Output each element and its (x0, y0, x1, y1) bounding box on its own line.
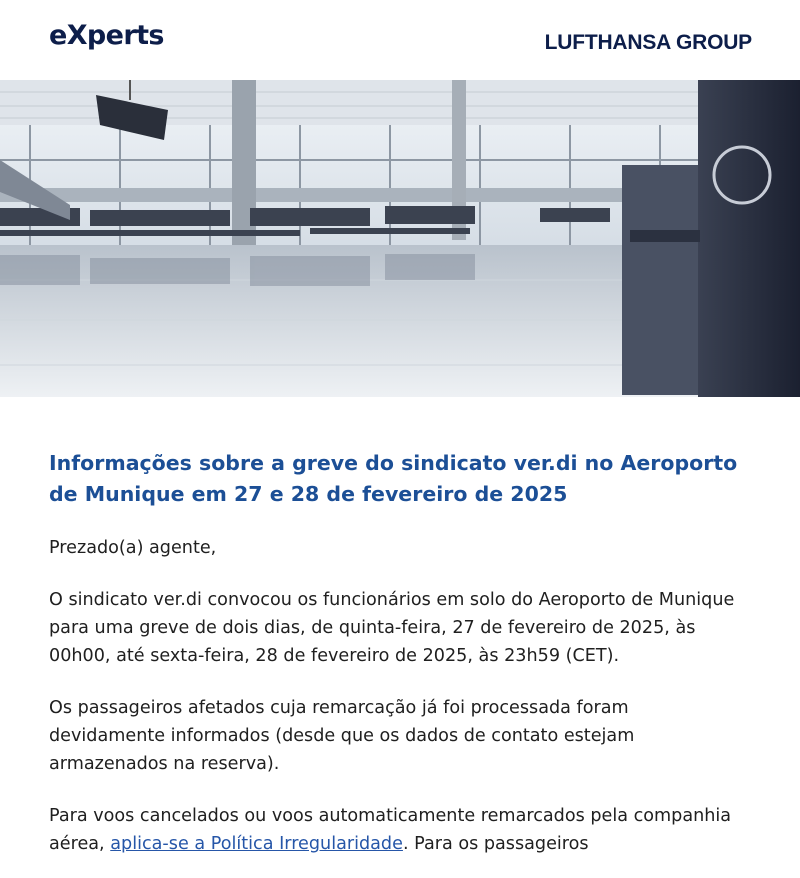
airport-gate-photo-icon (0, 80, 800, 397)
irregularity-policy-link[interactable]: aplica-se a Política Irregularidade (110, 834, 403, 854)
email-header (0, 0, 800, 80)
paragraph-text-after-link: . Para os passageiros (402, 834, 589, 854)
paragraph-affected-passengers: Os passageiros afetados cuja remarcação já foi processada foram devidamente informados (desde que os dados de contato estejam armazenados na reserva). (49, 698, 635, 774)
paragraph-irregularity-policy (49, 802, 749, 858)
hero-image (0, 80, 800, 397)
article-body (49, 448, 749, 858)
paragraph-strike-dates: O sindicato ver.di convocou os funcionários em solo do Aeroporto de Munique para uma greve de dois dias, de quinta-feira, 27 de fevereiro de 2025, às 00h00, até sexta-feira, 28 de fevereiro de 2025, às 23h59 (CET). (49, 590, 735, 666)
article-title: Informações sobre a greve do sindicato ver.di no Aeroporto de Munique em 27 e 28 de fevereiro de 2025 (49, 451, 738, 506)
lufthansa-group-logo[interactable]: LUFTHANSA GROUP (544, 31, 752, 54)
paragraph-text-before-link: Para voos cancelados ou voos automaticamente remarcados pela companhia aérea, (49, 806, 732, 854)
experts-logo[interactable]: eXperts (49, 20, 164, 51)
greeting: Prezado(a) agente, (49, 538, 217, 558)
